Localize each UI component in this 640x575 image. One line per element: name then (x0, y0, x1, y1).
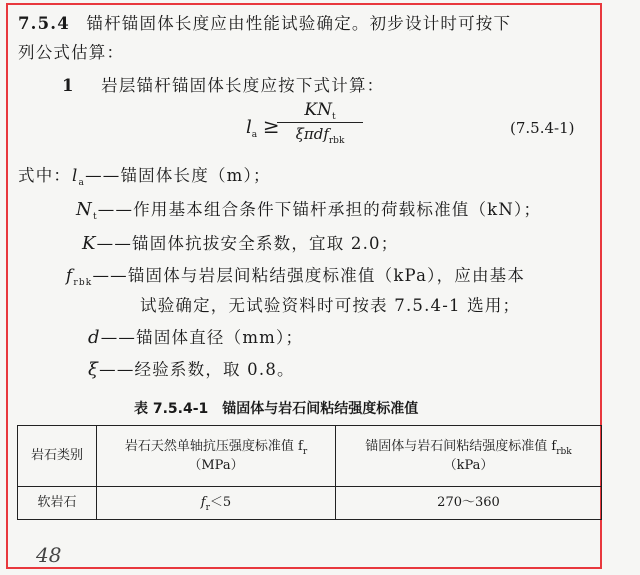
term-frbk-cont: 试验确定，无试验资料时可按表 7.5.4-1 选用； (140, 296, 521, 315)
item-number: 1 (62, 76, 75, 95)
term-la: $l_a——$锚固体长度（m）； (72, 166, 271, 188)
cell-compressive-strength: $f_r<5$ (97, 487, 336, 520)
table-caption: 表 7.5.4-1 锚固体与岩石间粘结强度标准值 (134, 401, 419, 417)
equation-number: (7.5.4-1) (510, 119, 575, 137)
term-nt: $N_t——$作用基本组合条件下锚杆承担的荷载标准值（kN）； (76, 199, 542, 222)
item-1 (62, 72, 384, 96)
clause-text-2: 列公式估算： (18, 43, 125, 62)
header-compressive-strength: 岩石天然单轴抗压强度标准值 $f_r$ （MPa） (97, 426, 336, 487)
formula-denominator: ξπdf$_{rbk}$ (295, 125, 345, 146)
clause-line-1 (18, 10, 511, 34)
header-bond-strength: 锚固体与岩石间粘结强度标准值 $f_{rbk}$ （kPa） (336, 426, 602, 487)
header-rock-type: 岩石类别 (18, 426, 97, 487)
item-text: 岩层锚杆锚固体长度应按下式计算： (101, 76, 385, 95)
clause-text-1: 锚杆锚固体长度应由性能试验确定。初步设计时可按下 (86, 14, 512, 33)
formula-fraction (275, 100, 365, 146)
term-k: K——锚固体抗拔安全系数，宜取 2.0； (82, 233, 399, 254)
clause-number: 7.5.4 (18, 14, 70, 33)
where-lead: 式中： (18, 166, 72, 185)
page-number: 48 (36, 543, 62, 567)
term-frbk: $f_{rbk}——$锚固体与岩层间粘结强度标准值（kPa），应由基本 (66, 266, 526, 288)
term-xi: ξ——经验系数，取 0.8。 (88, 359, 295, 380)
cell-rock-type: 软岩石 (18, 487, 97, 520)
bond-strength-table (17, 425, 602, 520)
term-d: d——锚固体直径（mm）； (88, 327, 304, 348)
cell-bond-strength: 270～360 (336, 487, 602, 520)
table-row (18, 487, 602, 520)
table-header-row (18, 426, 602, 487)
formula-numerator: $KN_t$ (304, 100, 336, 122)
formula-lhs: $l_a$ ≥ (246, 114, 280, 140)
